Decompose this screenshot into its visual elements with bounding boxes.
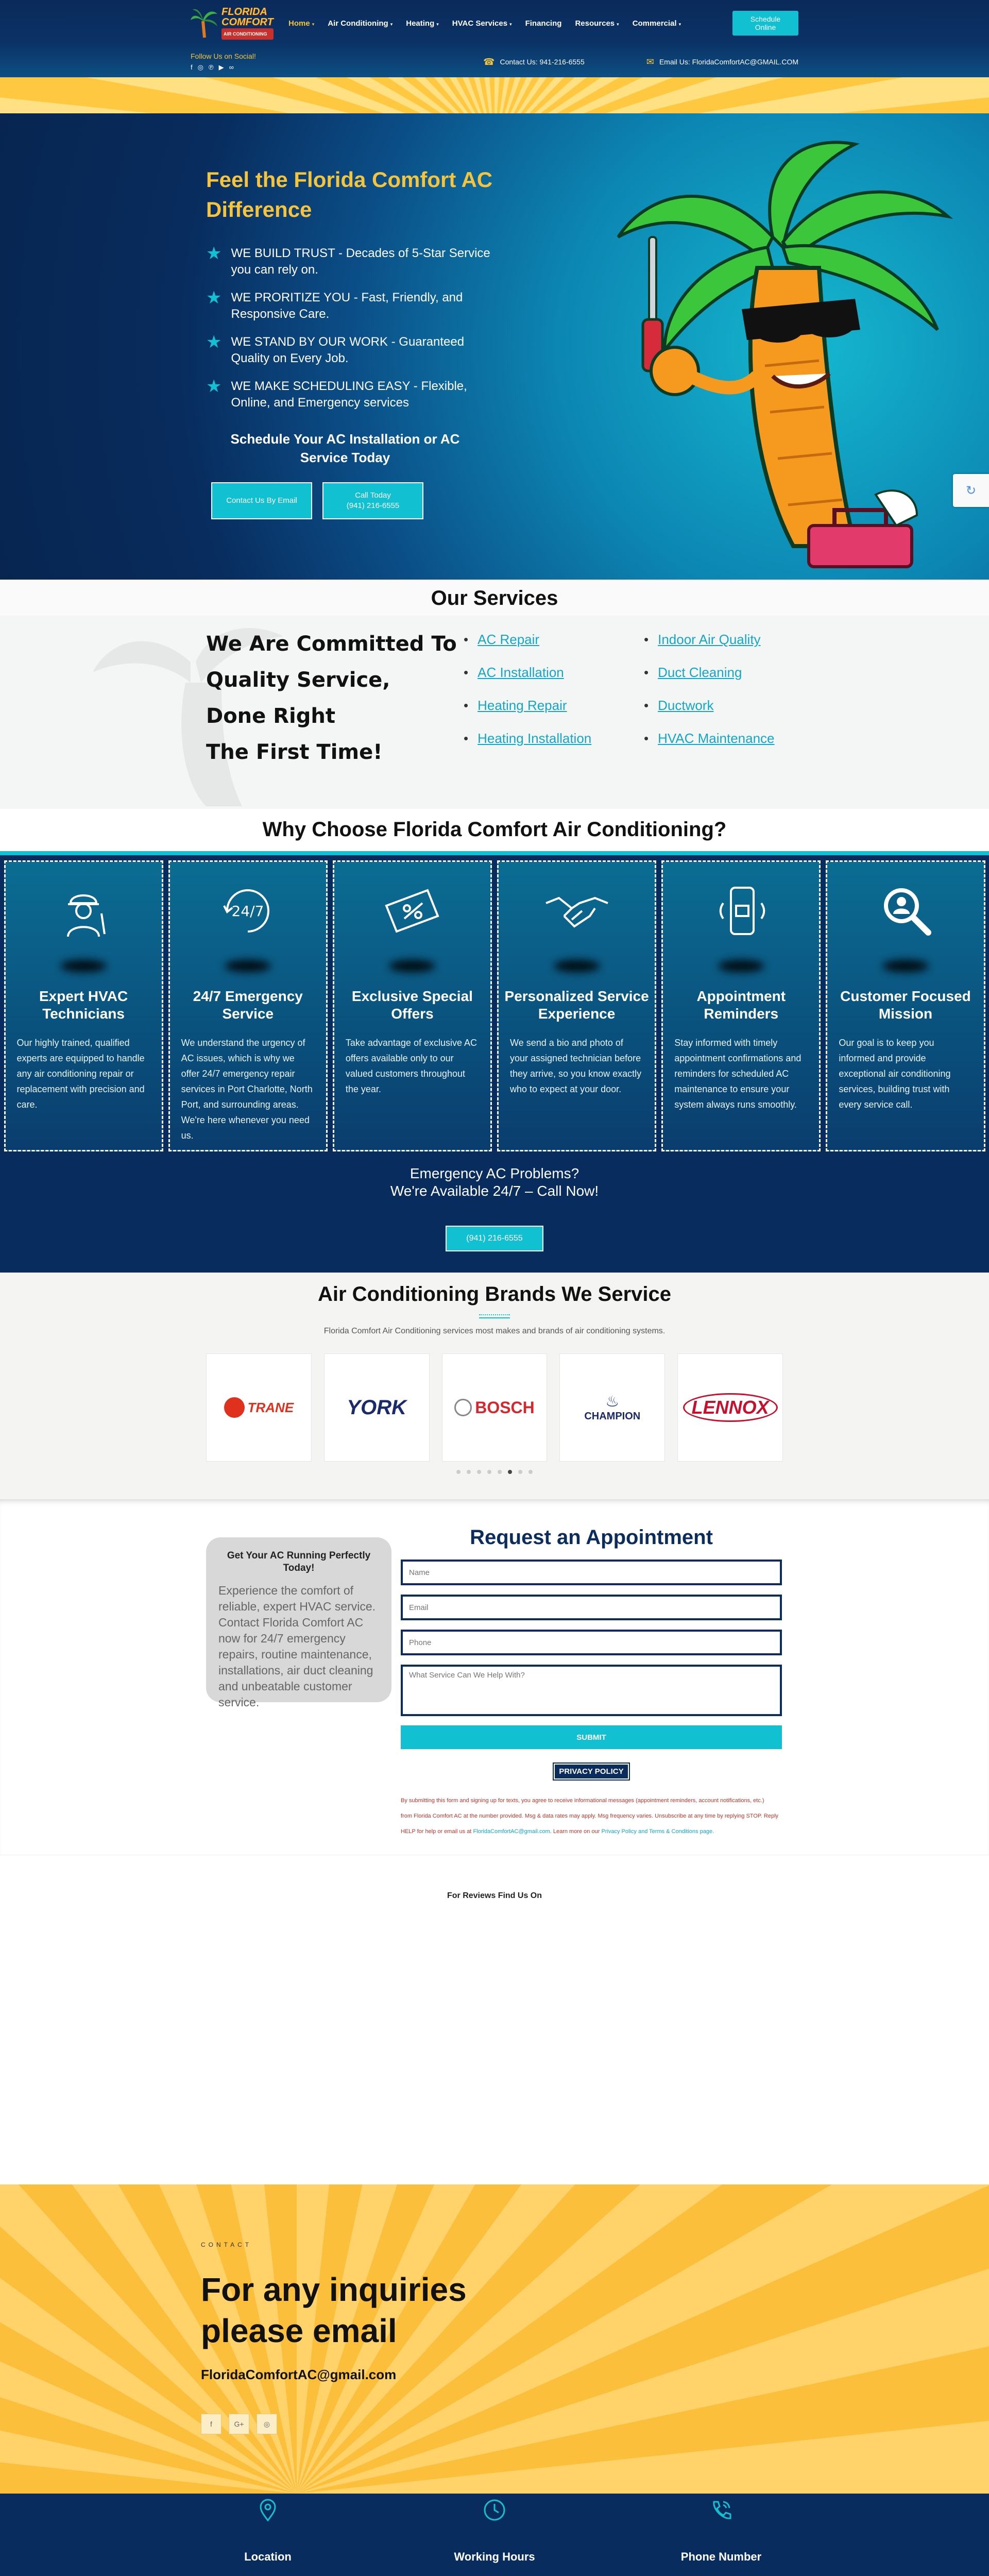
disclaimer-email-link[interactable]: FloridaComfortAC@gmail.com [473, 1828, 550, 1835]
brand-logo-champion[interactable] [559, 1353, 665, 1462]
feature-card [4, 860, 163, 1151]
magnifier-user-icon [872, 877, 939, 944]
feature-card [333, 860, 492, 1151]
appointment-form [401, 1526, 782, 1839]
contact-heading-line: please email [201, 2312, 397, 2349]
disclaimer-line: By submitting this form and signing up for texts, you agree to receive informational messages (appointment reminders, account notifications, etc.) [401, 1798, 764, 1804]
card-text: Our goal is to keep you informed and provide exceptional air conditioning services, building trust with every service call. [839, 1038, 951, 1110]
hero-section [0, 113, 989, 580]
appointment-promo-box [206, 1537, 391, 1709]
hero-title: Feel the Florida Comfort AC Difference [206, 167, 493, 222]
carousel-dot[interactable] [528, 1470, 533, 1474]
feature-card [168, 860, 328, 1151]
social-follow [191, 52, 256, 72]
brand-name: TRANE [247, 1399, 294, 1415]
brand-logo-york[interactable] [324, 1353, 430, 1462]
emergency-text [0, 1165, 989, 1200]
recaptcha-badge[interactable]: ↻ [953, 474, 989, 507]
follow-label: Follow Us on Social! [191, 52, 256, 60]
phone-icon: ☎ [483, 56, 495, 67]
menu-item-hvac-services[interactable] [452, 19, 512, 28]
services-list-1 [464, 631, 591, 763]
chevron-down-icon: ▾ [678, 21, 681, 27]
hero-point [206, 245, 494, 278]
disclaimer-line: from Florida Comfort AC at the number provided. Msg & data rates may apply. Msg frequency varies. Unsubscribe at any time by replying STOP. Reply [401, 1813, 779, 1819]
carousel-dot[interactable] [487, 1470, 491, 1474]
card-title: Expert HVAC Technicians [39, 988, 128, 1022]
hero-content [206, 165, 494, 519]
logo-line1: FLORIDA [221, 6, 267, 18]
carousel-dot[interactable] [498, 1470, 502, 1474]
card-text: Our highly trained, qualified experts are equipped to handle any air conditioning repair or replacement with precision and care. [16, 1038, 145, 1110]
promo-title: Get Your AC Running Perfectly Today! [227, 1550, 371, 1573]
name-field[interactable] [401, 1560, 782, 1585]
phone-field[interactable] [401, 1630, 782, 1655]
reviews-section [0, 1855, 989, 2184]
header-phone-text: Contact Us: 941-216-6555 [500, 58, 585, 66]
star-icon: ★ [206, 244, 222, 263]
chevron-down-icon: ▾ [390, 21, 393, 27]
menu-label: HVAC Services [452, 19, 508, 28]
service-link[interactable]: • Heating Repair [464, 697, 591, 714]
menu-item-resources[interactable] [575, 19, 619, 28]
site-footer [0, 2494, 989, 2576]
menu-label: Resources [575, 19, 615, 28]
disclaimer-line [401, 1824, 782, 1839]
youtube-icon[interactable]: ▶ [218, 63, 224, 71]
header-contacts [483, 57, 798, 67]
chevron-down-icon: ▾ [509, 21, 512, 27]
hero-points [206, 245, 494, 411]
contact-email-button[interactable]: Contact Us By Email [211, 482, 312, 519]
clock-24-7-icon [214, 877, 281, 944]
service-link[interactable]: • AC Installation [464, 664, 591, 681]
hero-point [206, 290, 494, 323]
carousel-dot[interactable] [456, 1470, 461, 1474]
menu-item-home[interactable] [288, 19, 314, 28]
service-link[interactable]: • Duct Cleaning [644, 664, 775, 681]
header-email-text: Email Us: FloridaComfortAC@GMAIL.COM [659, 58, 798, 66]
main-menu [288, 19, 732, 28]
menu-item-financing[interactable] [525, 19, 562, 28]
footer-col-title: Location [244, 2550, 292, 2563]
bosch-icon [454, 1399, 472, 1416]
committed-line: Done Right [206, 704, 335, 728]
contact-email[interactable]: FloridaComfortAC@gmail.com [201, 2367, 397, 2382]
feature-card [497, 860, 656, 1151]
contact-tag: CONTACT [201, 2241, 252, 2248]
carousel-dot[interactable] [477, 1470, 481, 1474]
card-title: Appointment Reminders [696, 988, 786, 1022]
footer-col-title: Working Hours [454, 2550, 535, 2563]
site-header [0, 0, 989, 77]
call-today-number: (941) 216-6555 [346, 501, 400, 510]
disclaimer-text: HELP for help or email us at [401, 1828, 472, 1835]
facebook-icon[interactable]: f [191, 63, 193, 71]
hero-schedule-text: Schedule Your AC Installation or AC Service Today [230, 431, 460, 465]
menu-label: Home [288, 19, 310, 28]
brand-logo-bosch[interactable] [442, 1353, 548, 1462]
card-text: Take advantage of exclusive AC offers available only to our valued customers throughout the year. [345, 1038, 477, 1094]
feature-cards [4, 860, 985, 1151]
privacy-terms-link[interactable]: Privacy Policy and Terms & Conditions page. [601, 1828, 714, 1835]
services-list-2 [644, 631, 775, 763]
emergency-line: We're Available 24/7 – Call Now! [390, 1183, 599, 1199]
social-links [191, 63, 256, 72]
logo-tagline: AIR CONDITIONING [221, 28, 274, 40]
menu-label: Air Conditioning [328, 19, 388, 28]
submit-button[interactable]: SUBMIT [401, 1725, 782, 1749]
menu-item-heating[interactable] [406, 19, 439, 28]
star-icon: ★ [206, 288, 222, 308]
svg-text:24/7: 24/7 [231, 903, 264, 920]
reviews-title: For Reviews Find Us On [447, 1891, 542, 1900]
feature-card [661, 860, 821, 1151]
services-section [0, 616, 989, 809]
promo-text: Experience the comfort of reliable, expert HVAC service. Contact Florida Comfort AC now for 24/7 emergency repairs, routine maintenance, installations, air duct cleaning and unbeatable customer service. [218, 1584, 376, 1709]
footer-info [0, 2494, 989, 2576]
brands-title: Air Conditioning Brands We Service [317, 1283, 672, 1306]
brand-carousel [206, 1353, 783, 1462]
coupon-icon [379, 877, 446, 944]
service-link[interactable]: • AC Repair [464, 631, 591, 648]
card-blur [718, 960, 764, 972]
message-field[interactable] [401, 1665, 782, 1716]
trane-icon [224, 1397, 245, 1418]
card-title: 24/7 Emergency Service [193, 988, 303, 1022]
carousel-dot[interactable] [467, 1470, 471, 1474]
header-phone[interactable] [483, 57, 585, 67]
instagram-icon[interactable]: ◎ [197, 63, 203, 71]
google-plus-icon[interactable]: G+ [229, 2414, 249, 2434]
service-link[interactable]: • Ductwork [644, 697, 775, 714]
contact-content [201, 2241, 467, 2434]
hero-point-text: WE BUILD TRUST - Decades of 5-Star Service you can rely on. [231, 246, 490, 277]
facebook-icon[interactable]: f [201, 2414, 221, 2434]
footer-phone [608, 2494, 834, 2576]
call-now-button[interactable]: (941) 216-6555 [446, 1226, 543, 1251]
contact-heading [201, 2269, 467, 2351]
instagram-icon[interactable]: ◎ [257, 2414, 277, 2434]
committed-line: We Are Committed To [206, 632, 457, 656]
card-blur [60, 960, 107, 972]
carousel-dot[interactable] [518, 1470, 522, 1474]
brand-name: LENNOX [683, 1393, 778, 1422]
brands-subtitle: Florida Comfort Air Conditioning services most makes and brands of air conditioning systems. [323, 1327, 666, 1335]
card-text: We send a bio and photo of your assigned technician before they arrive, so you know exactly who to expect at your door. [510, 1038, 642, 1094]
chevron-down-icon: ▾ [312, 21, 315, 27]
services-title: Our Services [0, 580, 989, 616]
feature-card [826, 860, 985, 1151]
card-title: Exclusive Special Offers [351, 988, 473, 1022]
mail-icon: ✉ [646, 56, 654, 67]
hero-point [206, 378, 494, 411]
service-link[interactable]: • Indoor Air Quality [644, 631, 775, 648]
menu-label: Commercial [632, 19, 677, 28]
menu-item-commercial[interactable] [633, 19, 681, 28]
schedule-online-button[interactable]: Schedule Online [732, 11, 798, 36]
card-blur [554, 960, 600, 972]
brand-logo-lennox[interactable] [677, 1353, 783, 1462]
phone-ring-icon [608, 2499, 834, 2519]
star-icon: ★ [206, 332, 222, 352]
brand-name: CHAMPION [584, 1411, 641, 1422]
disclaimer-text: . Learn more on our [550, 1828, 600, 1835]
hero-point-text: WE PRORITIZE YOU - Fast, Friendly, and Responsive Care. [231, 291, 463, 321]
card-blur [225, 960, 271, 972]
committed-line: The First Time! [206, 740, 383, 764]
appointment-section [0, 1499, 989, 1855]
service-link[interactable]: • Heating Installation [464, 730, 591, 747]
footer-location [155, 2494, 381, 2576]
palm-mascot-illustration [587, 134, 979, 577]
committed-statement [206, 626, 457, 770]
emergency-line: Emergency AC Problems? [410, 1165, 579, 1181]
menu-label: Financing [525, 19, 562, 28]
info-row [191, 46, 798, 77]
menu-label: Heating [406, 19, 435, 28]
brand-name: BOSCH [475, 1398, 535, 1417]
phone-reminder-icon [708, 877, 775, 944]
call-today-button[interactable] [322, 482, 423, 519]
contact-social-links [201, 2414, 467, 2434]
hero-point [206, 334, 494, 367]
form-title: Request an Appointment [470, 1526, 713, 1549]
title-divider [479, 1314, 510, 1318]
card-blur [389, 960, 435, 972]
logo[interactable] [191, 7, 283, 40]
card-blur [882, 960, 929, 972]
link-icon[interactable]: ∞ [229, 63, 234, 71]
card-title: Personalized Service Experience [504, 988, 649, 1022]
flame-icon: ♨ [605, 1393, 620, 1410]
chevron-down-icon: ▾ [617, 21, 619, 27]
logo-text [221, 7, 274, 40]
handshake-icon [543, 877, 610, 944]
carousel-dots [0, 1470, 989, 1474]
map-pin-icon [155, 2499, 381, 2519]
call-today-label: Call Today [355, 491, 391, 500]
card-text: We understand the urgency of AC issues, which is why we offer 24/7 emergency repair services in Port Charlotte, North Port, and surrounding areas. We're here whenever you need us. [181, 1038, 313, 1141]
sms-disclaimer [401, 1793, 782, 1839]
committed-line: Quality Service, [206, 668, 390, 692]
contact-section [0, 2184, 989, 2494]
palm-logo-icon [191, 8, 218, 39]
why-title: Why Choose Florida Comfort Air Conditioning? [0, 809, 989, 855]
clock-icon [381, 2499, 608, 2519]
pinterest-icon[interactable]: ℗ [208, 63, 214, 71]
star-icon: ★ [206, 377, 222, 396]
service-link[interactable]: • HVAC Maintenance [644, 730, 775, 747]
hero-point-text: WE STAND BY OUR WORK - Guaranteed Quality on Every Job. [231, 335, 465, 365]
footer-col-title: Phone Number [680, 2550, 762, 2563]
logo-line2: COMFORT [221, 16, 274, 28]
brands-section [0, 1273, 989, 1499]
why-choose-section [0, 809, 989, 1273]
card-text: Stay informed with timely appointment confirmations and reminders for scheduled AC maintenance to ensure your system always runs smoothly. [674, 1038, 802, 1110]
email-field[interactable] [401, 1595, 782, 1620]
hero-point-text: WE MAKE SCHEDULING EASY - Flexible, Online, and Emergency services [231, 379, 467, 410]
chevron-down-icon: ▾ [436, 21, 439, 27]
nav-row [191, 0, 798, 46]
carousel-dot[interactable] [508, 1470, 512, 1474]
sunburst-band [0, 77, 989, 113]
technician-icon [50, 877, 117, 944]
menu-item-air-conditioning[interactable] [328, 19, 393, 28]
privacy-policy-button[interactable]: PRIVACY POLICY [554, 1764, 628, 1780]
brand-name: YORK [347, 1396, 406, 1419]
hero-buttons [211, 482, 494, 519]
contact-heading-line: For any inquiries [201, 2271, 467, 2308]
card-title: Customer Focused Mission [840, 988, 971, 1022]
brand-logo-trane[interactable] [206, 1353, 312, 1462]
footer-hours [381, 2494, 608, 2576]
header-email[interactable] [646, 57, 798, 67]
